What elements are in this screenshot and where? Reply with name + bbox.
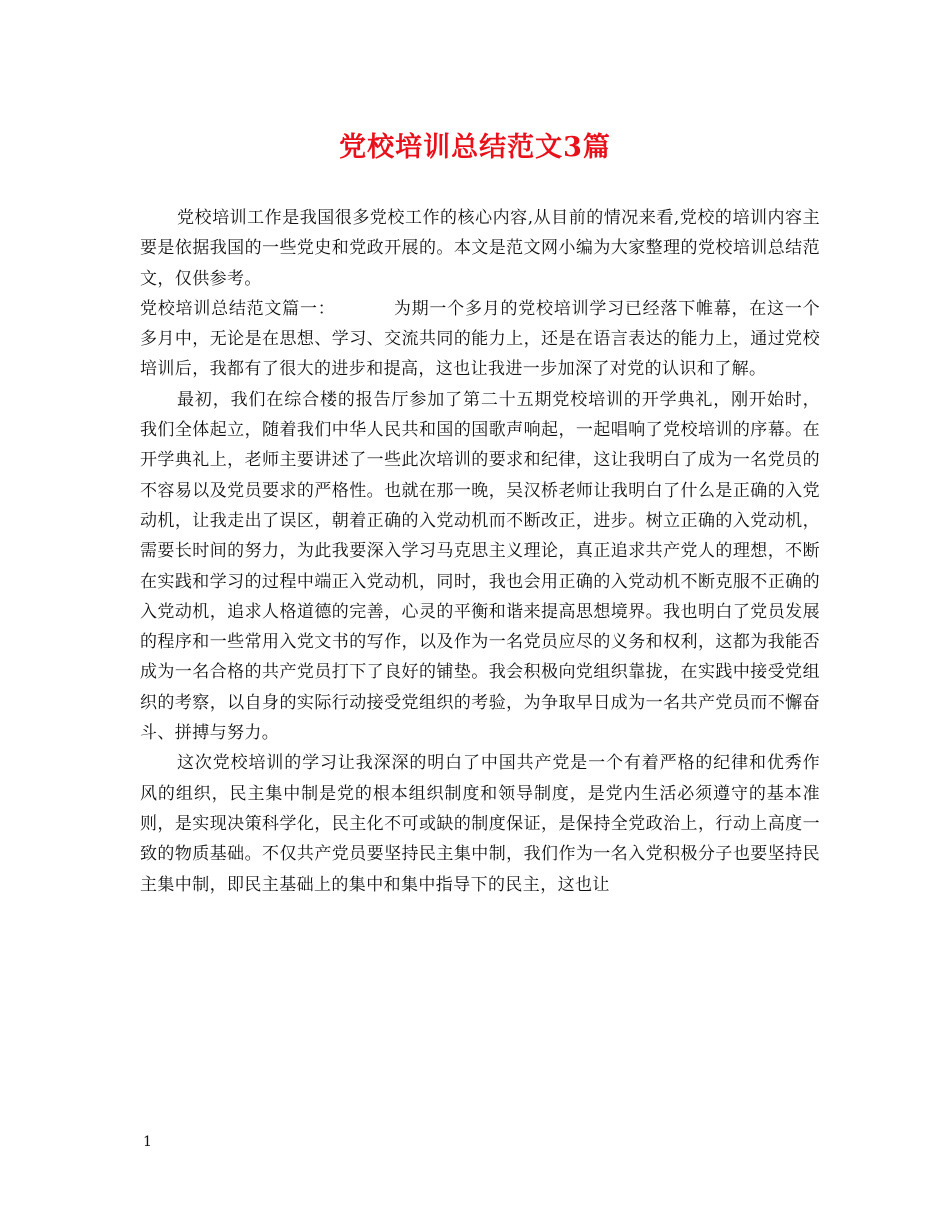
section-heading: 党校培训总结范文篇一：	[140, 298, 336, 319]
intro-paragraph: 党校培训工作是我国很多党校工作的核心内容,从目前的情况来看,党校的培训内容主要是依据我国的一些党史和党政开展的。本文是范文网小编为大家整理的党校培训总结范文，仅供参考。	[140, 208, 820, 289]
section-one-paragraph	[140, 294, 820, 385]
body-paragraph-3: 这次党校培训的学习让我深深的明白了中国共产党是一个有着严格的纪律和优秀作风的组织，民主集中制是党的根本组织制度和领导制度，是党内生活必须遵守的基本准则，是实现决策科学化，民主化不可或缺的制度保证，是保持全党政治上，行动上高度一致的物质基础。不仅共产党员要坚持民主集中制，我们作为一名入党积极分子也要坚持民主集中制，即民主基础上的集中和集中指导下的民主，这也让	[140, 753, 820, 895]
body-paragraph-2: 最初，我们在综合楼的报告厅参加了第二十五期党校培训的开学典礼，刚开始时，我们全体起立，随着我们中华人民共和国的国歌声响起，一起唱响了党校培训的序幕。在开学典礼上，老师主要讲述了一些此次培训的要求和纪律，这让我明白了成为一名党员的不容易以及党员要求的严格性。也就在那一晚，吴汉桥老师让我明白了什么是正确的入党动机，让我走出了误区，朝着正确的入党动机而不断改正，进步。树立正确的入党动机，需要长时间的努力，为此我要深入学习马克思主义理论，真正追求共产党人的理想，不断在实践和学习的过程中端正入党动机，同时，我也会用正确的入党动机不断克服不正确的入党动机，追求人格道德的完善，心灵的平衡和谐来提高思想境界。我也明白了党员发展的程序和一些常用入党文书的写作，以及作为一名党员应尽的义务和权利，这都为我能否成为一名合格的共产党员打下了良好的铺垫。我会积极向党组织靠拢，在实践中接受党组织的考察，以自身的实际行动接受党组织的考验，为争取早日成为一名共产党员而不懈奋斗、拼搏与努力。	[140, 389, 820, 744]
section-one-text: 为期一个多月的党校培训学习已经落下帷幕，在这一个多月中，无论是在思想、学习、交流共同的能力上，还是在语言表达的能力上，通过党校培训后，我都有了很大的进步和提高，这也让我进一步加深了对党的认识和了解。	[140, 298, 820, 380]
document-title: 党校培训总结范文3篇	[339, 132, 611, 163]
document-body	[140, 203, 820, 900]
page-number: 1	[143, 1134, 152, 1150]
